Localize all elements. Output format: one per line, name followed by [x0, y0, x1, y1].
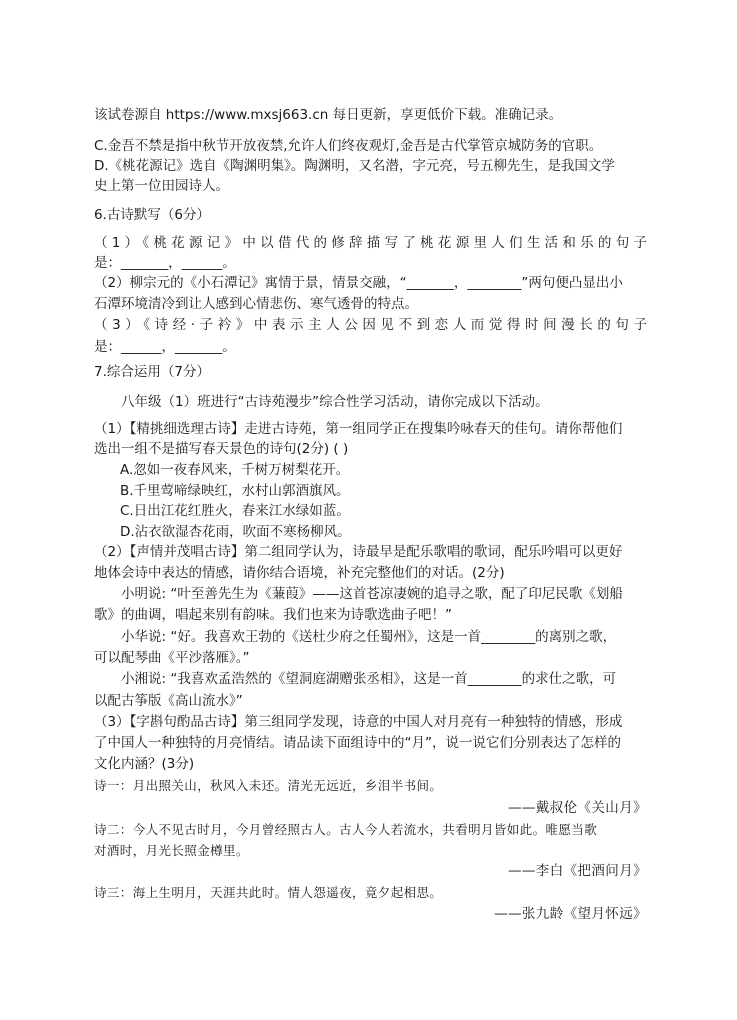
option-d: D.沾衣欲湿杏花雨，吹面不寒杨柳风。 [120, 524, 351, 540]
question-6-3-line2: 是：______，_______。 [94, 339, 236, 355]
question-6-2-line2: 石潭环境清冷到让人感到心情悲伤、寒气透骨的特点。 [94, 296, 418, 312]
question-7-2-line1: （2）【声情并茂唱古诗】第二组同学认为，诗最早是配乐歌唱的歌词，配乐吟唱可以更好 [94, 544, 623, 560]
question-6-3-line1: （3）《诗经·子衿》中表示主人公因见不到恋人而觉得时间漫长的句子 [94, 317, 647, 333]
question-7-3-line3: 文化内涵？(3分) [94, 756, 195, 772]
option-c-text: C.金吾不禁是指中秋节开放夜禁,允许人们终夜观灯,金吾是古代掌管京城防务的官职。 [94, 138, 603, 154]
xiaoxiang-line1: 小湘说: “我喜欢孟浩然的《望洞庭湖赠张丞相》，这是一首________的求仕之歌，可 [121, 671, 617, 687]
question-7-3-line1: （3）【字斟句酌品古诗】第三组同学发现，诗意的中国人对月亮有一种独特的情感，形成 [94, 714, 623, 730]
question-6-title: 6.古诗默写（6分） [94, 207, 210, 223]
poem-1: 诗一：月出照关山，秋风入未还。清光无远近，乡泪半书间。 [94, 778, 443, 793]
xiaoming-line1: 小明说: “叶至善先生为《蒹葭》——这首苍凉凄婉的追寻之歌，配了印尼民歌《划船 [121, 586, 623, 602]
option-b: B.千里莺啼绿映红，水村山郭酒旗风。 [120, 483, 350, 499]
question-7-2-line2: 地体会诗中表达的情感，请你结合语境，补充完整他们的对话。(2分) [94, 565, 505, 581]
poem-1-source: ——戴叔伦《关山月》 [508, 800, 647, 816]
source-header: 该试卷源自 https://www.mxsj663.cn 每日更新，享更低价下载。准确记录。 [94, 107, 563, 123]
poem-3: 诗三：海上生明月，天涯共此时。情人怨遥夜，竟夕起相思。 [94, 885, 443, 900]
option-d-text-line2: 史上第一位田园诗人。 [94, 178, 229, 194]
question-6-1-line2: 是：_______，______。 [94, 255, 236, 271]
poem-2-source: ——李白《把酒问月》 [508, 863, 647, 879]
question-7-title: 7.综合运用（7分） [94, 364, 210, 380]
option-c: C.日出江花红胜火，春来江水绿如蓝。 [120, 503, 350, 519]
question-7-3-line2: 了中国人一种独特的月亮情结。请品读下面组诗中的“月”，说一说它们分别表达了怎样的 [94, 735, 621, 751]
question-6-1-line1: （1）《桃花源记》中以借代的修辞描写了桃花源里人们生活和乐的句子 [94, 235, 647, 251]
option-a: A.忽如一夜春风来，千树万树梨花开。 [120, 462, 350, 478]
xiaohua-line2: 可以配琴曲《平沙落雁》。” [94, 650, 250, 666]
question-7-1-line1: （1）【精挑细选理古诗】走进古诗苑，第一组同学正在搜集吟咏春天的佳句。请你帮他们 [94, 421, 623, 437]
poem-2-line2: 对酒时，月光长照金樽里。 [94, 843, 249, 858]
option-d-text-line1: D.《桃花源记》选自《陶渊明集》。陶渊明，又名潜，字元亮，号五柳先生，是我国文学 [94, 158, 615, 174]
xiaoxiang-line2: 以配古筝版《高山流水》” [94, 693, 243, 709]
xiaohua-line1: 小华说: “好。我喜欢王勃的《送杜少府之任蜀州》，这是一首________的离别之歌， [121, 629, 617, 645]
xiaoming-line2: 歌》的曲调，唱起来别有韵味。我们也来为诗歌选曲子吧！” [94, 607, 452, 623]
question-6-2-line1: （2）柳宗元的《小石潭记》寓情于景，情景交融，“_______，________”两句便凸显出小 [94, 275, 623, 291]
poem-3-source: ——张九龄《望月怀远》 [494, 906, 647, 922]
poem-2-line1: 诗二：今人不见古时月，今月曾经照古人。古人今人若流水，共看明月皆如此。唯愿当歌 [94, 822, 598, 837]
question-7-intro: 八年级（1）班进行“古诗苑漫步”综合性学习活动，请你完成以下活动。 [121, 394, 549, 410]
question-7-1-line2: 选出一组不是描写春天景色的诗句(2分) ( ) [94, 441, 349, 457]
